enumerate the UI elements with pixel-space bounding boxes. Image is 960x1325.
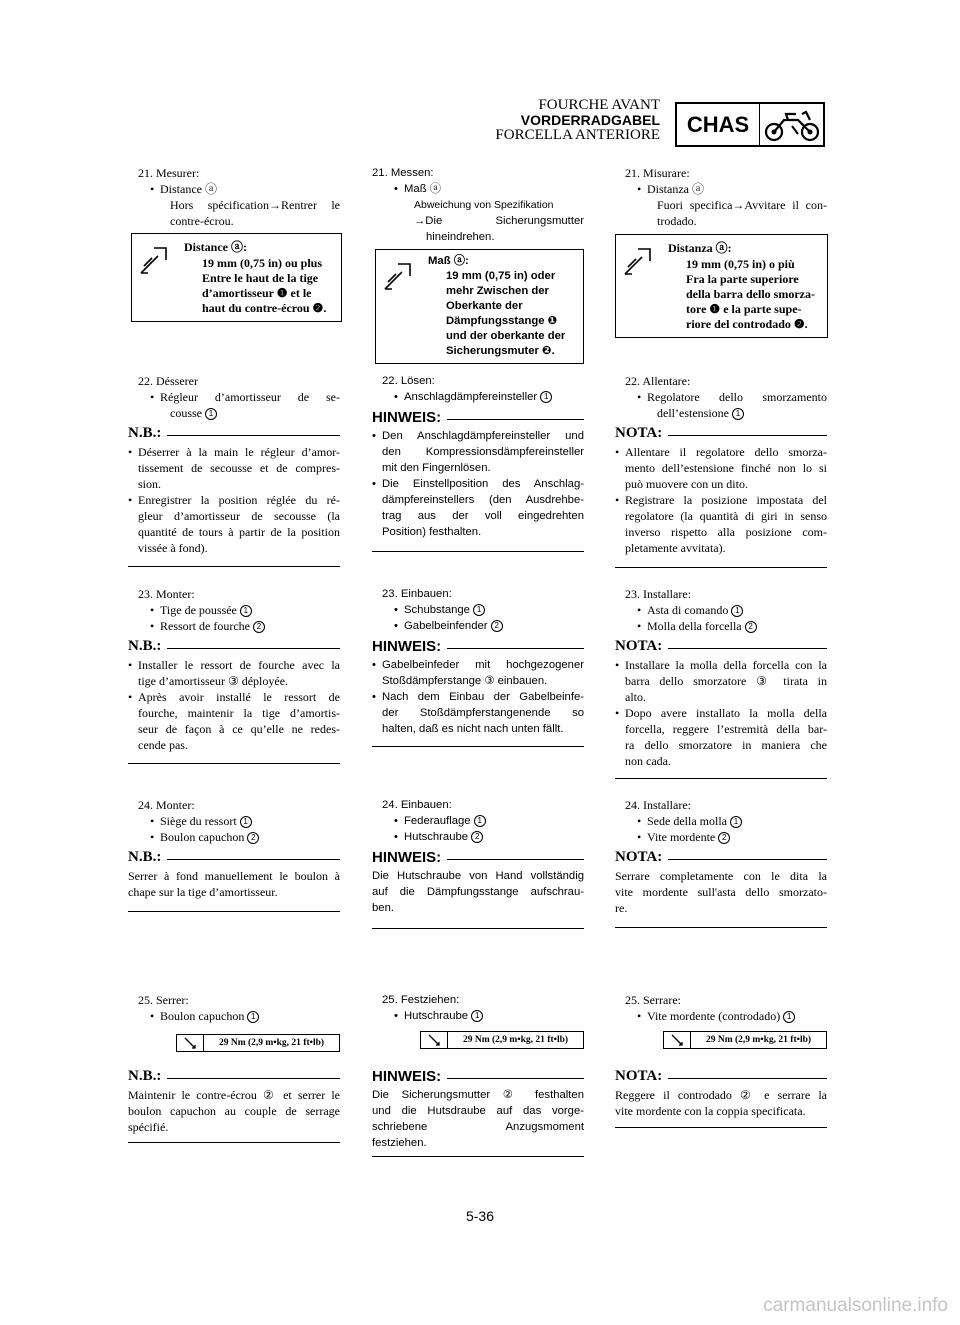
note-header: N.B.:: [128, 849, 340, 866]
spec-box: Distance ⓐ: 19 mm (0,75 in) ou plus Entre le haut de la tige d’amortisseur ❶ et le haut du contre-écrou ❷.: [131, 233, 342, 322]
title-fr: FOURCHE AVANT: [538, 97, 660, 113]
watermark: carmanualsonline.info: [763, 1295, 948, 1316]
note-header: NOTA:: [615, 849, 827, 866]
spec-box: Maß ⓐ: 19 mm (0,75 in) oder mehr Zwischen der Oberkante der Dämpfungsstange ❶ und der oberkante der Sicherungsmuter ❷.: [375, 249, 584, 364]
step-21: 21. Mesurer: • Distance ⓐ Hors spécification→Rentrer le contre-écrou. Distance ⓐ: 19 mm (0,75 in) ou plus Entre le haut de la tige d’amortisseur ❶ et le haut du contre-écrou ❷.: [128, 165, 340, 229]
torque-spec: 29 Nm (2,9 m•kg, 21 ft•lb): [176, 1034, 340, 1052]
section-rule: [615, 927, 827, 928]
section-rule: [615, 567, 827, 568]
section-rule: [128, 566, 340, 567]
step-21: 21. Misurare: • Distanza ⓐ Fuori specifica→Avvitare il con- trodado. Distanza ⓐ: 19 mm (0,75 in) o più Fra la parte superiore della barra dello smorza- tore ❶ e la parte supe- riore del controdado ❷.: [615, 165, 827, 229]
wrench-icon: [138, 242, 172, 276]
step-23: 23. Monter: • Tige de poussée 1 • Ressort de fourche 2 N.B.: • Installer le ressort de fourche avec la tige d’amortisseur ③ déployée. • Après avoir installé le ressort de fourche, maintenir la tige d’amortis- seur de façon à ce qu’elle ne redes- cende pas.: [128, 587, 340, 752]
note-header: N.B.:: [128, 638, 340, 655]
note-header: HINWEIS:: [372, 409, 584, 426]
motorcycle-icon: [760, 104, 823, 145]
section-rule: [372, 551, 584, 552]
title-de: VORDERRADGABEL: [520, 112, 660, 128]
step-24: 24. Einbauen: • Federauflage 1 • Hutschraube 2 HINWEIS: Die Hutschraube von Hand vollständig auf die Dämpfungsstange aufschrau- ben.: [372, 799, 584, 914]
step-24: 24. Installare: • Sede della molla 1 • Vite mordente 2 NOTA: Serrare completamente con le dita la vite mordente sull'asta dello smorzato- re.: [615, 798, 827, 915]
section-rule: [372, 1156, 584, 1157]
section-rule: [615, 1127, 827, 1128]
note-header: HINWEIS:: [372, 849, 584, 866]
torque-spec: 29 Nm (2,9 m•kg, 21 ft•lb): [663, 1031, 827, 1049]
step-22: 22. Allentare: • Regolatore dello smorzamento dell’estensione 1 NOTA: • Allentare il regolatore dello smorza- mento dell’estensione finché non lo si può muovere con un dito. • Registrare la posizione impostata del regolatore (la quantità di giri in senso inverso rispetto alla posizione com- pletamente avvitata).: [615, 374, 827, 555]
section-rule: [372, 928, 584, 929]
wrench-icon: [382, 258, 416, 292]
step-21: 21. Messen: • Maß ⓐ Abweichung von Spezifikation →Die Sicherungsmutter hineindrehen. Maß ⓐ: 19 mm (0,75 in) oder mehr Zwischen der Oberkante der Dämpfungsstange ❶ und der oberkante der Sicherungsmuter ❷.: [372, 165, 584, 245]
page-number: 5-36: [465, 1208, 495, 1224]
section-rule: [372, 746, 584, 747]
torque-wrench-icon: [421, 1032, 448, 1048]
step-24: 24. Monter: • Siège du ressort 1 • Boulon capuchon 2 N.B.: Serrer à fond manuellement le boulon à chape sur la tige d’amortisseur.: [128, 798, 340, 899]
section-badge: [675, 102, 825, 147]
torque-spec: 29 Nm (2,9 m•kg, 21 ft•lb): [420, 1031, 584, 1049]
torque-wrench-icon: [177, 1035, 204, 1051]
note-header: HINWEIS:: [372, 638, 584, 655]
section-rule: [128, 911, 340, 912]
wrench-icon: [622, 243, 656, 277]
step-22: 22. Désserer • Régleur d’amortisseur de se- cousse 1 N.B.: • Déserrer à la main le régleur d’amor- tissement de secousse et de compres- sion. • Enregistrer la position réglée du ré- gleur d’amortisseur de secousse (la quantité de tours à partir de la position vissée à fond).: [128, 374, 340, 555]
note-header: NOTA:: [615, 1068, 827, 1085]
note-header: NOTA:: [615, 425, 827, 442]
title-it: FORCELLA ANTERIORE: [495, 127, 660, 143]
spec-box: Distanza ⓐ: 19 mm (0,75 in) o più Fra la parte superiore della barra dello smorza- tore ❶ e la parte supe- riore del controdado ❷.: [615, 234, 828, 338]
note-header: N.B.:: [128, 425, 340, 442]
section-rule: [128, 763, 340, 764]
note-header: N.B.:: [128, 1068, 340, 1085]
section-rule: [615, 778, 827, 779]
step-25: 25. Festziehen: • Hutschraube 1 29 Nm (2,9 m•kg, 21 ft•lb) HINWEIS: Die Sicherungsmutter ② festhalten und die Hutsdraube auf das vorge- schriebene Anzugsmoment festziehen.: [372, 994, 584, 1149]
note-header: NOTA:: [615, 638, 827, 655]
step-25: 25. Serrare: • Vite mordente (controdado) 1 29 Nm (2,9 m•kg, 21 ft•lb) NOTA: Reggere il controdado ② e serrare la vite mordente con la coppia specificata.: [615, 993, 827, 1118]
step-22: 22. Lösen: • Anschlagdämpfereinsteller 1 HINWEIS: • Den Anschlagdämpfereinsteller und den Kompressionsdämpfereinsteller mit den Fingernlösen. • Die Einstellposition des Anschlag- dämpfereinstellers (den Ausdrehbe- trag aus der voll eingedrehten Position) festhalten.: [372, 375, 584, 538]
ref-a: ⓐ: [204, 182, 217, 196]
note-header: HINWEIS:: [372, 1068, 584, 1085]
section-code: CHAS: [677, 104, 760, 145]
section-rule: [128, 1142, 340, 1143]
step-23: 23. Einbauen: • Schubstange 1 • Gabelbeinfender 2 HINWEIS: • Gabelbeinfeder mit hochgezogener Stoßdämpferstange ③ einbauen. • Nach dem Einbau der Gabelbeinfe- der Stoßdämpferstangenende so halten, daß es nicht nach unten fällt.: [372, 588, 584, 735]
step-23: 23. Installare: • Asta di comando 1 • Molla della forcella 2 NOTA: • Installare la molla della forcella con la barra dello smorzatore ③ tirata in alto. • Dopo avere installato la molla della forcella, reggere l’estremità della bar- ra dello smorzatore in maniera che non cada.: [615, 587, 827, 768]
torque-wrench-icon: [664, 1032, 691, 1048]
step-25: 25. Serrer: • Boulon capuchon 1 29 Nm (2,9 m•kg, 21 ft•lb) N.B.: Maintenir le contre-écrou ② et serrer le boulon capuchon au couple de serrage spécifié.: [128, 993, 340, 1134]
